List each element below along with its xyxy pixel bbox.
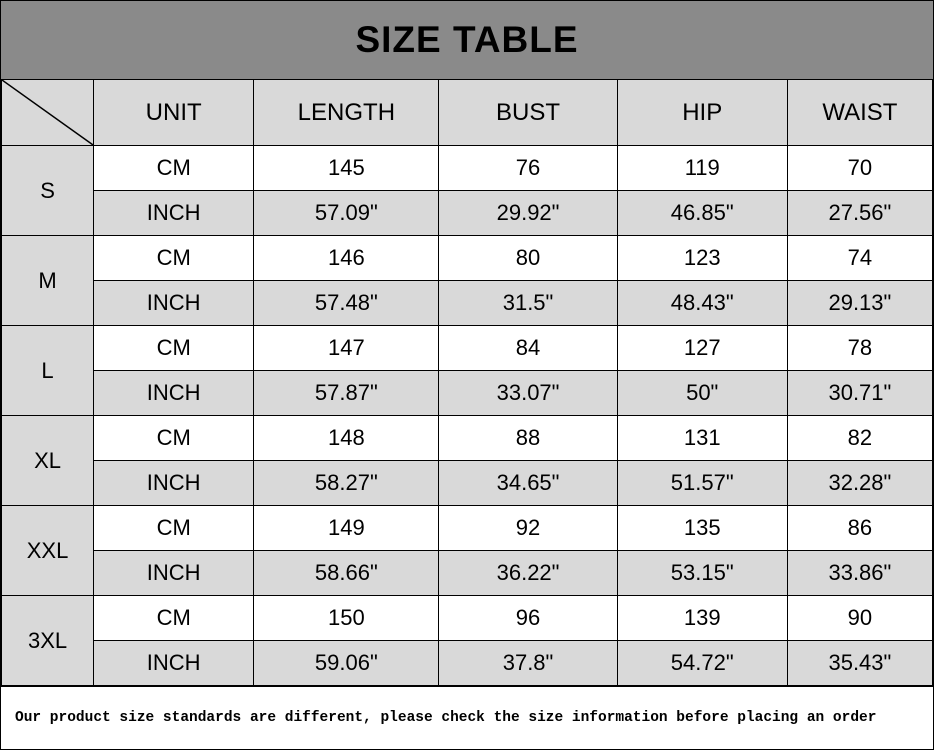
cell-bust-cm: 76 [439, 146, 617, 191]
size-label: XL [2, 416, 94, 506]
table-row [2, 371, 933, 416]
cell-length-cm: 150 [254, 596, 439, 641]
table-row [2, 416, 933, 461]
cell-length-cm: 149 [254, 506, 439, 551]
cell-waist-inch: 29.13" [787, 281, 932, 326]
cell-bust-inch: 37.8" [439, 641, 617, 686]
cell-hip-inch: 46.85" [617, 191, 787, 236]
unit-label-inch: INCH [94, 641, 254, 686]
size-table [1, 79, 933, 686]
table-row [2, 551, 933, 596]
footer-note [1, 686, 933, 749]
cell-hip-inch: 51.57" [617, 461, 787, 506]
title-bar [1, 1, 933, 79]
size-label: S [2, 146, 94, 236]
cell-length-inch: 58.66" [254, 551, 439, 596]
unit-label-cm: CM [94, 506, 254, 551]
corner-cell [2, 80, 94, 146]
table-row [2, 281, 933, 326]
unit-label-cm: CM [94, 596, 254, 641]
cell-waist-cm: 78 [787, 326, 932, 371]
cell-length-inch: 57.87" [254, 371, 439, 416]
cell-bust-inch: 31.5" [439, 281, 617, 326]
cell-hip-inch: 54.72" [617, 641, 787, 686]
column-header-bust: BUST [439, 80, 617, 146]
cell-waist-inch: 33.86" [787, 551, 932, 596]
cell-bust-inch: 36.22" [439, 551, 617, 596]
cell-waist-cm: 74 [787, 236, 932, 281]
unit-label-inch: INCH [94, 371, 254, 416]
cell-bust-inch: 29.92" [439, 191, 617, 236]
table-row [2, 461, 933, 506]
cell-length-inch: 59.06" [254, 641, 439, 686]
cell-hip-inch: 50" [617, 371, 787, 416]
footer-note-text: Our product size standards are different, please check the size information before placing an order [15, 710, 877, 726]
cell-hip-cm: 123 [617, 236, 787, 281]
table-row [2, 236, 933, 281]
table-row [2, 191, 933, 236]
size-label: 3XL [2, 596, 94, 686]
cell-hip-cm: 119 [617, 146, 787, 191]
cell-bust-cm: 84 [439, 326, 617, 371]
cell-length-cm: 148 [254, 416, 439, 461]
cell-length-inch: 57.48" [254, 281, 439, 326]
cell-bust-cm: 80 [439, 236, 617, 281]
cell-bust-cm: 96 [439, 596, 617, 641]
unit-label-cm: CM [94, 146, 254, 191]
cell-waist-inch: 32.28" [787, 461, 932, 506]
cell-length-inch: 58.27" [254, 461, 439, 506]
cell-length-cm: 147 [254, 326, 439, 371]
cell-waist-cm: 70 [787, 146, 932, 191]
unit-label-inch: INCH [94, 191, 254, 236]
page-title: SIZE TABLE [355, 19, 579, 60]
cell-hip-inch: 48.43" [617, 281, 787, 326]
cell-waist-inch: 30.71" [787, 371, 932, 416]
cell-bust-inch: 33.07" [439, 371, 617, 416]
unit-label-cm: CM [94, 236, 254, 281]
cell-length-cm: 146 [254, 236, 439, 281]
cell-length-inch: 57.09" [254, 191, 439, 236]
cell-hip-inch: 53.15" [617, 551, 787, 596]
size-label: XXL [2, 506, 94, 596]
column-header-hip: HIP [617, 80, 787, 146]
cell-waist-cm: 86 [787, 506, 932, 551]
unit-label-cm: CM [94, 416, 254, 461]
cell-hip-cm: 139 [617, 596, 787, 641]
cell-bust-cm: 88 [439, 416, 617, 461]
unit-label-inch: INCH [94, 551, 254, 596]
table-row [2, 326, 933, 371]
unit-label-inch: INCH [94, 281, 254, 326]
table-header-row [2, 80, 933, 146]
cell-waist-cm: 82 [787, 416, 932, 461]
cell-hip-cm: 135 [617, 506, 787, 551]
table-row [2, 506, 933, 551]
column-header-waist: WAIST [787, 80, 932, 146]
size-label: L [2, 326, 94, 416]
unit-label-inch: INCH [94, 461, 254, 506]
cell-waist-inch: 27.56" [787, 191, 932, 236]
cell-bust-cm: 92 [439, 506, 617, 551]
column-header-unit: UNIT [94, 80, 254, 146]
cell-hip-cm: 127 [617, 326, 787, 371]
table-row [2, 596, 933, 641]
diagonal-divider-icon [2, 80, 93, 145]
size-label: M [2, 236, 94, 326]
cell-length-cm: 145 [254, 146, 439, 191]
unit-label-cm: CM [94, 326, 254, 371]
cell-waist-cm: 90 [787, 596, 932, 641]
column-header-length: LENGTH [254, 80, 439, 146]
cell-waist-inch: 35.43" [787, 641, 932, 686]
cell-hip-cm: 131 [617, 416, 787, 461]
table-row [2, 146, 933, 191]
cell-bust-inch: 34.65" [439, 461, 617, 506]
table-row [2, 641, 933, 686]
